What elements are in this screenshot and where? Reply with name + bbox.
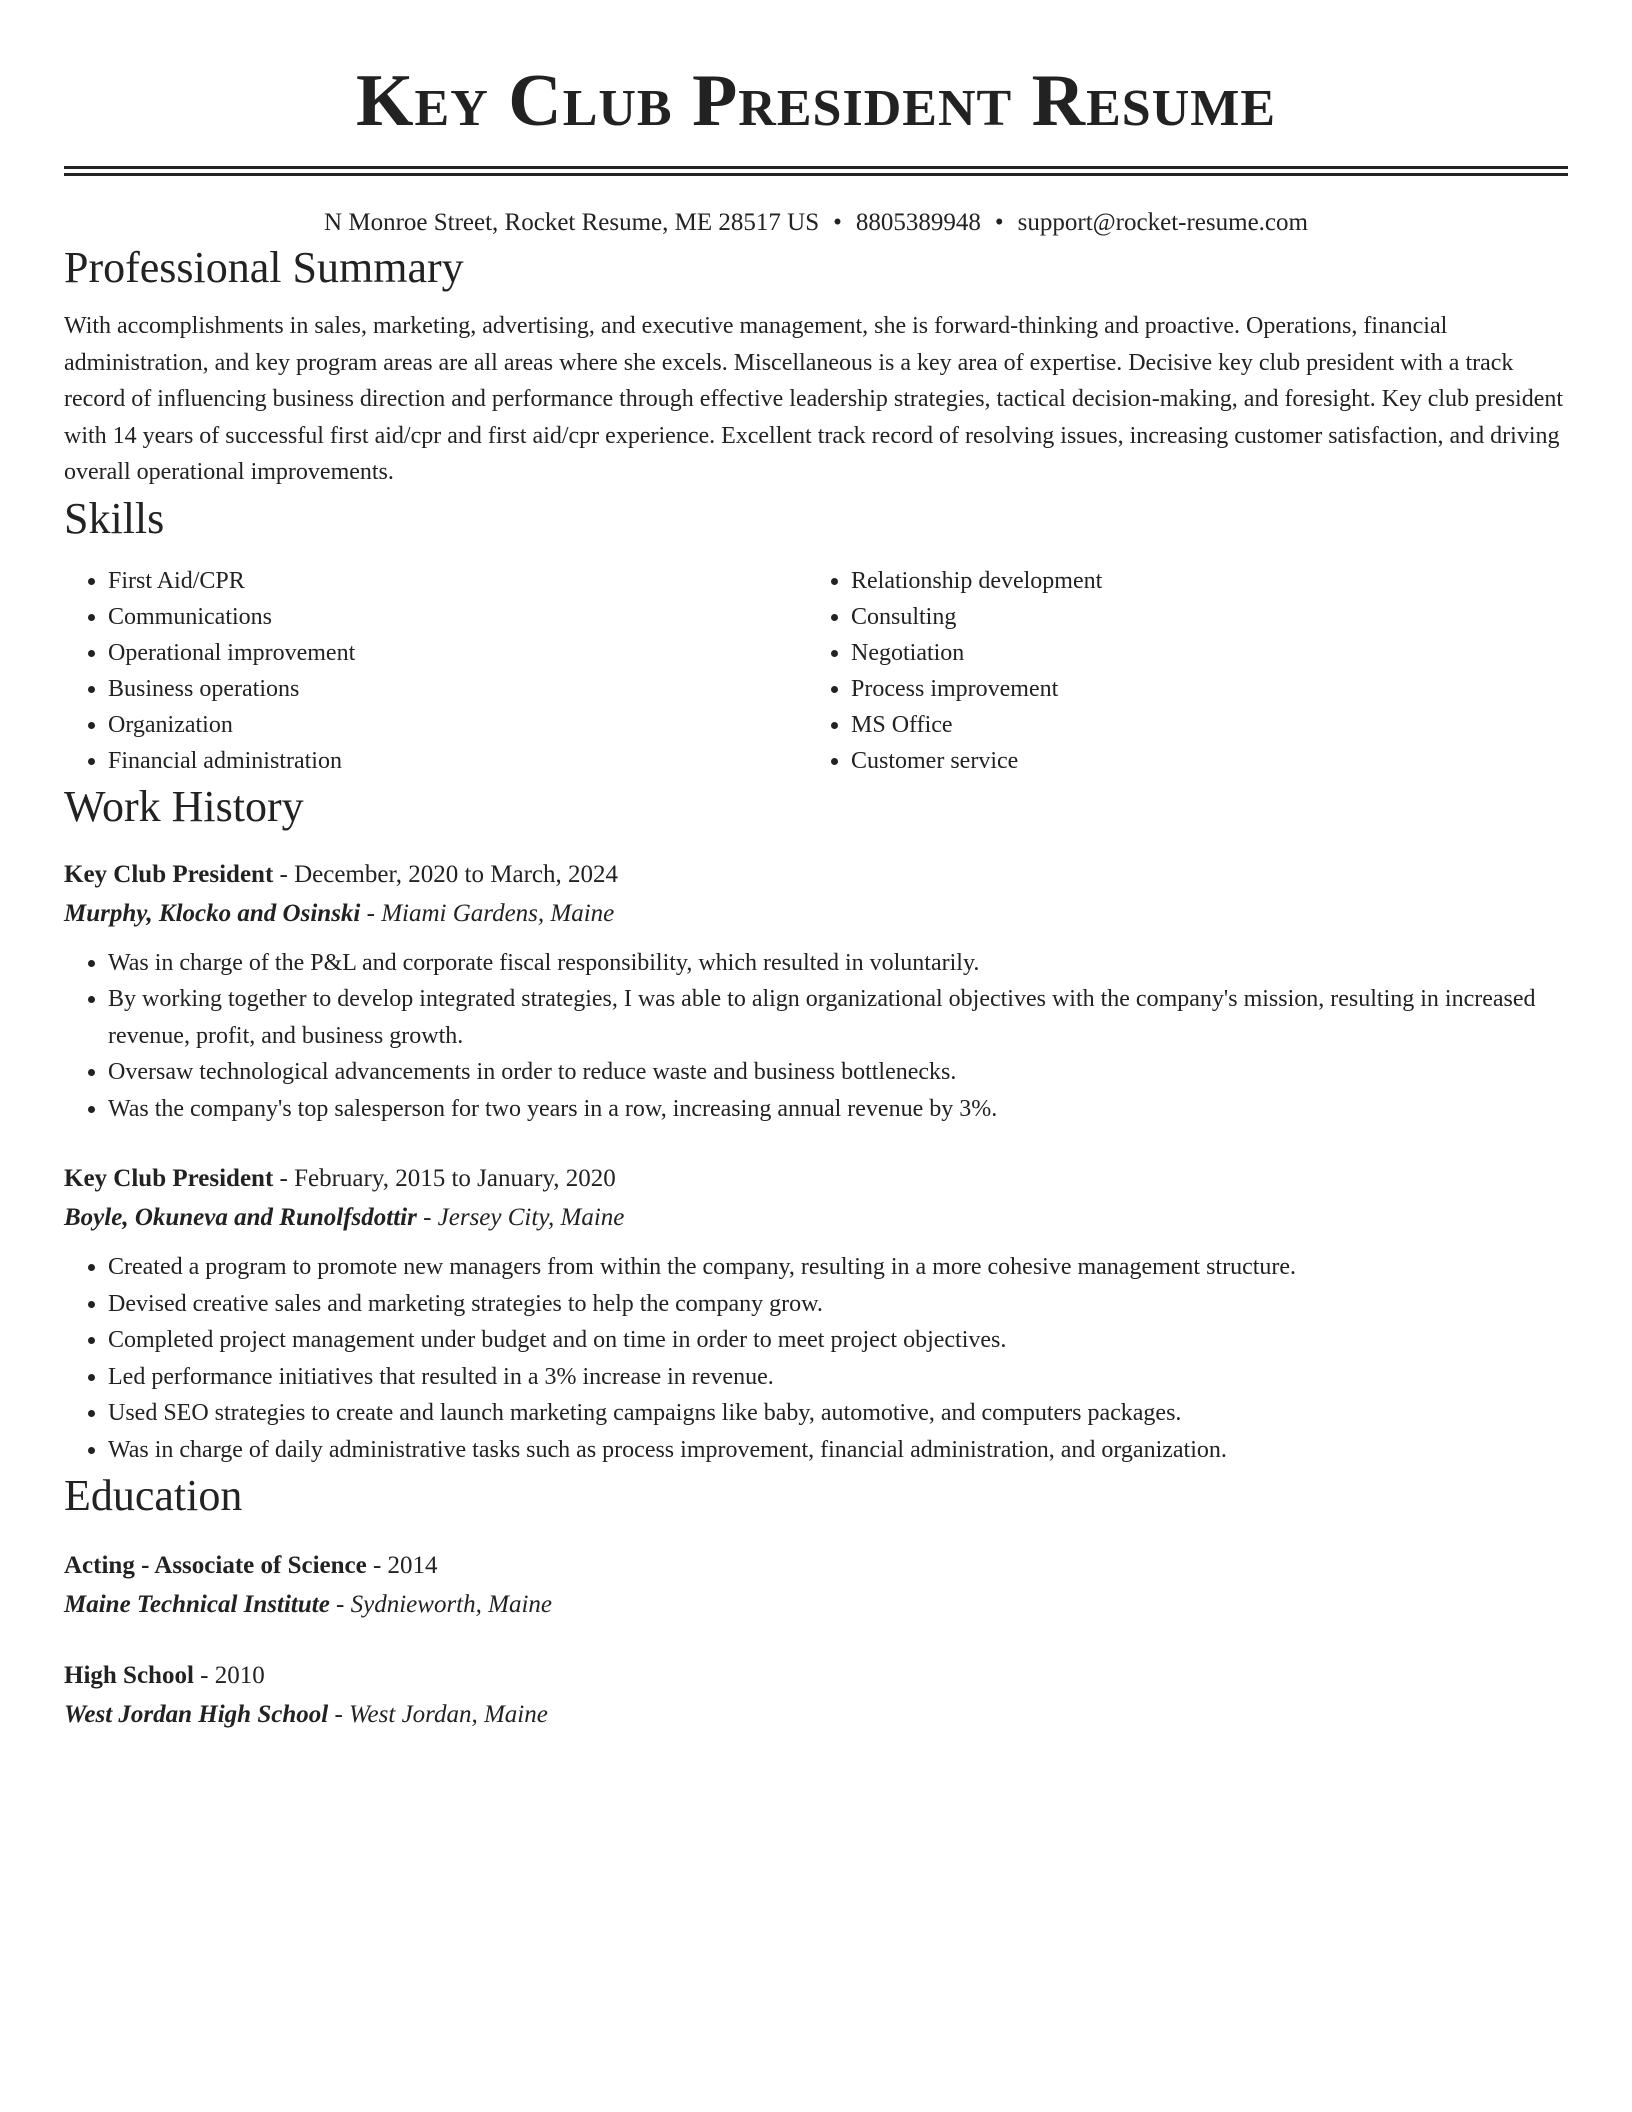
job-company-line	[64, 894, 1568, 933]
job-bullet: • Used SEO strategies to create and launch marketing campaigns like baby, automotive, and computers packages.	[108, 1395, 1568, 1432]
education-school: West Jordan High School	[64, 1701, 329, 1728]
job-bullet: • Was the company's top salesperson for two years in a row, increasing annual revenue by 3%.	[108, 1091, 1568, 1128]
education-location: Sydnieworth, Maine	[350, 1591, 552, 1618]
education-entry	[64, 1546, 1568, 1624]
job-bullet: • Was in charge of the P&L and corporate fiscal responsibility, which resulted in voluntarily.	[108, 945, 1568, 982]
dash: -	[328, 1701, 350, 1728]
skill-item: • Relationship development	[851, 563, 1550, 599]
dash: -	[193, 1662, 215, 1689]
job-bullet: • Led performance initiatives that resulted in a 3% increase in revenue.	[108, 1359, 1568, 1396]
job-bullet: • Completed project management under budget and on time in order to meet project objectives.	[108, 1322, 1568, 1359]
job-bullet: • Devised creative sales and marketing strategies to help the company grow.	[108, 1286, 1568, 1323]
skill-item: • Business operations	[108, 671, 807, 707]
dash: -	[273, 1165, 295, 1192]
job-title: Key Club President	[64, 1165, 274, 1192]
skill-item: • Financial administration	[108, 743, 807, 779]
job-bullet: • Created a program to promote new managers from within the company, resulting in a more cohesive management structure.	[108, 1249, 1568, 1286]
job-company: Boyle, Okuneva and Runolfsdottir	[64, 1204, 417, 1231]
skills-list-left	[64, 563, 807, 779]
job-bullet: • Oversaw technological advancements in order to reduce waste and business bottlenecks.	[108, 1054, 1568, 1091]
job-entry	[64, 1159, 1568, 1468]
resume-title: Key Club President Resume	[355, 60, 1277, 142]
job-bullet: • By working together to develop integrated strategies, I was able to align organizational objectives with the company's mission, resulting in increased revenue, profit, and business growth.	[108, 981, 1568, 1054]
summary-text: With accomplishments in sales, marketing, advertising, and executive management, she is forward-thinking and proactive. Operations, financial administration, and key program areas are all areas where she excels. Miscellaneous is a key area of expertise. Decisive key club president with a track record of influencing business direction and performance through effective leadership strategies, tactical decision-making, and foresight. Key club president with 14 years of successful first aid/cpr and first aid/cpr experience. Excellent track record of resolving issues, increasing customer satisfaction, and driving overall operational improvements.	[64, 313, 1564, 485]
skill-item: • Process improvement	[851, 671, 1550, 707]
job-company-line	[64, 1198, 1568, 1237]
education-year: 2014	[387, 1552, 438, 1579]
contact-line	[64, 206, 1568, 240]
education-entry	[64, 1656, 1568, 1734]
education-school-line	[64, 1585, 1568, 1624]
education-header	[64, 1656, 1568, 1695]
skill-item: • Organization	[108, 707, 807, 743]
skill-item: • Operational improvement	[108, 635, 807, 671]
job-location: Miami Gardens, Maine	[381, 899, 615, 927]
job-entry	[64, 855, 1568, 1128]
education-location: West Jordan, Maine	[349, 1701, 548, 1728]
skill-item: • Customer service	[851, 743, 1550, 779]
skill-item: • MS Office	[851, 707, 1550, 743]
dash: -	[360, 899, 382, 927]
job-title: Key Club President	[64, 860, 274, 888]
job-header	[64, 855, 1568, 894]
job-bullets	[64, 1249, 1568, 1468]
education-heading: Education	[64, 1471, 243, 1520]
job-location: Jersey City, Maine	[437, 1204, 625, 1231]
job-company: Murphy, Klocko and Osinski	[64, 899, 361, 927]
job-header	[64, 1159, 1568, 1198]
summary-heading: Professional Summary	[64, 243, 464, 292]
dash: -	[329, 1591, 351, 1618]
job-bullets	[64, 945, 1568, 1128]
job-dates: December, 2020 to March, 2024	[294, 860, 618, 888]
title-double-rule	[64, 166, 1568, 176]
work-history-heading: Work History	[64, 781, 304, 831]
skill-item: • Negotiation	[851, 635, 1550, 671]
education-year: 2010	[214, 1662, 265, 1689]
skill-item: • First Aid/CPR	[108, 563, 807, 599]
skill-item: • Consulting	[851, 599, 1550, 635]
contact-email: support@rocket-resume.com	[1017, 209, 1308, 236]
dash: -	[273, 860, 295, 888]
skills-heading: Skills	[64, 493, 165, 543]
contact-separator: •	[994, 209, 1004, 236]
skills-columns	[64, 563, 1568, 779]
dash: -	[366, 1552, 388, 1579]
contact-address: N Monroe Street, Rocket Resume, ME 28517 US	[324, 209, 820, 236]
skill-item: • Communications	[108, 599, 807, 635]
job-bullet: • Was in charge of daily administrative tasks such as process improvement, financial administration, and organization.	[108, 1432, 1568, 1469]
dash: -	[416, 1204, 438, 1231]
skills-list-right	[807, 563, 1550, 779]
education-school-line	[64, 1695, 1568, 1734]
education-degree: Acting - Associate of Science	[64, 1552, 367, 1579]
contact-separator: •	[833, 209, 842, 236]
education-school: Maine Technical Institute	[64, 1591, 330, 1618]
job-dates: February, 2015 to January, 2020	[294, 1165, 616, 1192]
education-degree: High School	[64, 1662, 194, 1689]
contact-phone: 8805389948	[855, 209, 981, 236]
education-header	[64, 1546, 1568, 1585]
